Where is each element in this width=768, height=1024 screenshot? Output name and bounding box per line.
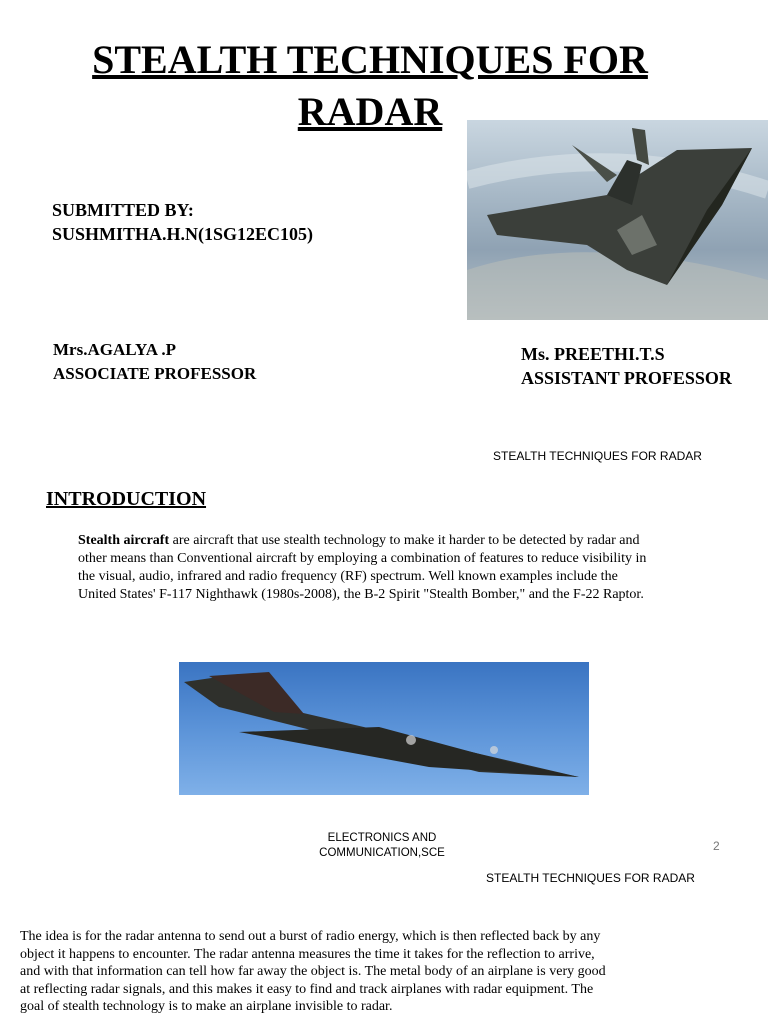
nighthawk-photo	[179, 662, 589, 795]
title-line-2: RADAR	[297, 89, 443, 134]
page-number: 2	[713, 839, 720, 853]
guide-2	[521, 342, 732, 390]
slide-2-header: STEALTH TECHNIQUES FOR RADAR	[493, 449, 702, 463]
student-name: SUSHMITHA.H.N(1SG12EC105)	[52, 224, 314, 244]
aircraft-illustration	[467, 120, 768, 320]
introduction-heading: INTRODUCTION	[46, 488, 207, 510]
submitted-block	[52, 198, 313, 246]
introduction-text	[78, 532, 648, 604]
footer-line-2: COMMUNICATION,SCE	[319, 847, 445, 859]
guide-1-role: ASSOCIATE PROFESSOR	[53, 364, 257, 383]
title-line-1: STEALTH TECHNIQUES FOR	[92, 37, 648, 82]
intro-body: are aircraft that use stealth technology to make it harder to be detected by radar and other means than Conventional aircraft by employing a combination of features to reduce visibility in the visual, audio, infrared and radio frequency (RF) spectrum. Well known examples include the United States' F-117 Nighthawk (1980s-2008), the B-2 Spirit "Stealth Bomber," and the F-22 Raptor.	[78, 533, 647, 602]
guide-1	[53, 338, 256, 386]
stealth-aircraft-photo	[467, 120, 768, 320]
intro-bold-term: Stealth aircraft	[78, 533, 170, 548]
guide-2-name: Ms. PREETHI.T.S	[521, 344, 665, 364]
guide-2-role: ASSISTANT PROFESSOR	[521, 368, 732, 388]
footer-line-1: ELECTRONICS AND	[327, 832, 437, 844]
slide-3-header: STEALTH TECHNIQUES FOR RADAR	[486, 871, 695, 885]
submitted-by-label: SUBMITTED BY:	[52, 200, 194, 220]
guide-1-name: Mrs.AGALYA .P	[53, 340, 176, 359]
slide-footer	[312, 831, 452, 861]
radar-paragraph: The idea is for the radar antenna to send out a burst of radio energy, which is then reflected back by any object it happens to encounter. The radar antenna measures the time it takes for the reflection to arrive, and with that information can tell how far away the object is. The metal body of an airplane is very good at reflecting radar signals, and this makes it easy to find and track airplanes with radar equipment. The goal of stealth technology is to make an airplane invisible to radar.	[20, 929, 606, 1015]
nighthawk-illustration	[179, 662, 589, 795]
